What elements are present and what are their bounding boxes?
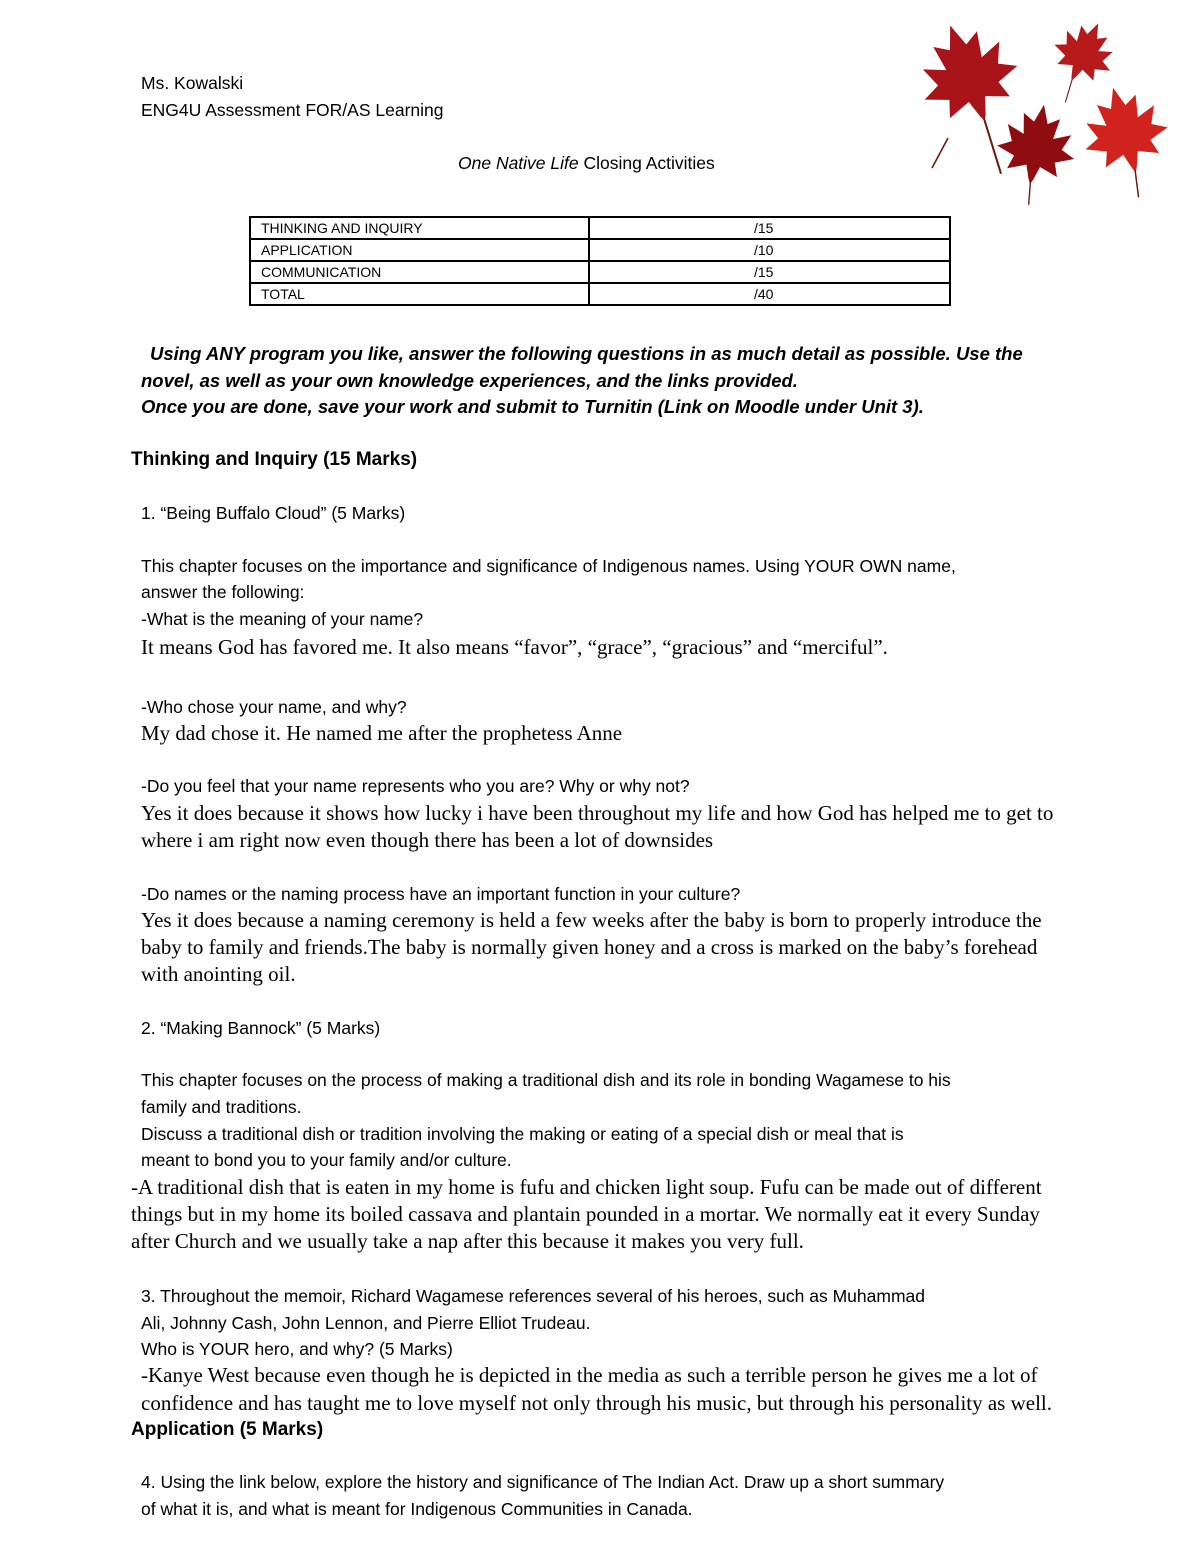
table-row <box>250 217 950 239</box>
maple-leaves-image <box>918 18 1180 208</box>
instructions-line: novel, as well as your own knowledge experiences, and the links provided. <box>141 370 798 391</box>
rubric-category: APPLICATION <box>250 239 589 261</box>
rubric-score: /15 <box>589 217 950 239</box>
question-text: -Who chose your name, and why? <box>141 697 407 717</box>
question-text: Discuss a traditional dish or tradition involving the making or eating of a special dish or meal that is <box>141 1124 904 1144</box>
rubric-category: TOTAL <box>250 283 589 305</box>
question-text: Ali, Johnny Cash, John Lennon, and Pierre Elliot Trudeau. <box>141 1313 591 1333</box>
instructions-line: Using ANY program you like, answer the following questions in as much detail as possible. Use the <box>150 343 1023 364</box>
question-text: This chapter focuses on the process of making a traditional dish and its role in bonding Wagamese to his <box>141 1070 951 1090</box>
page-title <box>458 153 715 174</box>
page-title-rest: Closing Activities <box>578 153 715 173</box>
table-row <box>250 283 950 305</box>
question-1-title: 1. “Being Buffalo Cloud” (5 Marks) <box>141 503 406 523</box>
question-4-title: 4. Using the link below, explore the history and significance of The Indian Act. Draw up a short summary <box>141 1472 945 1492</box>
answer-text: -A traditional dish that is eaten in my home is fufu and chicken light soup. Fufu can be made out of different <box>131 1175 1042 1199</box>
question-2-title: 2. “Making Bannock” (5 Marks) <box>141 1018 381 1038</box>
question-text: -Do names or the naming process have an important function in your culture? <box>141 884 741 904</box>
question-text: -What is the meaning of your name? <box>141 609 424 629</box>
answer-text: Yes it does because it shows how lucky i have been throughout my life and how God has helped me to get to <box>141 801 1054 825</box>
rubric-score: /40 <box>589 283 950 305</box>
answer-text: It means God has favored me. It also means “favor”, “grace”, “gracious” and “merciful”. <box>141 635 888 659</box>
answer-text: things but in my home its boiled cassava and plantain pounded in a mortar. We normally eat it every Sunday <box>131 1202 1040 1226</box>
rubric-score: /10 <box>589 239 950 261</box>
question-text: This chapter focuses on the importance and significance of Indigenous names. Using YOUR OWN name, <box>141 556 956 576</box>
rubric-table <box>249 216 951 306</box>
answer-text: -Kanye West because even though he is depicted in the media as such a terrible person he gives me a lot of <box>141 1363 1038 1387</box>
course-code: ENG4U Assessment FOR/AS Learning <box>141 100 444 120</box>
table-row <box>250 261 950 283</box>
question-text: answer the following: <box>141 582 305 602</box>
table-row <box>250 239 950 261</box>
answer-text: Yes it does because a naming ceremony is held a few weeks after the baby is born to properly introduce the <box>141 908 1042 932</box>
section-heading-thinking: Thinking and Inquiry (15 Marks) <box>131 449 418 470</box>
maple-leaf-icon <box>1072 77 1180 208</box>
answer-text: after Church and we usually take a nap after this because it makes you very full. <box>131 1229 804 1253</box>
rubric-category: COMMUNICATION <box>250 261 589 283</box>
rubric-category: THINKING AND INQUIRY <box>250 217 589 239</box>
answer-text: baby to family and friends.The baby is normally given honey and a cross is marked on the baby’s forehead <box>141 935 1038 959</box>
question-text: -Do you feel that your name represents who you are? Why or why not? <box>141 776 690 796</box>
rubric-score: /15 <box>589 261 950 283</box>
answer-text: confidence and has taught me to love myself not only through his music, but through his personality as well. <box>141 1391 1053 1415</box>
section-heading-application: Application (5 Marks) <box>131 1419 324 1440</box>
answer-text: where i am right now even though there has been a lot of downsides <box>141 828 714 852</box>
question-3-title: 3. Throughout the memoir, Richard Wagamese references several of his heroes, such as Muhammad <box>141 1286 925 1306</box>
instructions-line: Once you are done, save your work and submit to Turnitin (Link on Moodle under Unit 3). <box>141 396 924 417</box>
maple-leaf-icon <box>988 98 1083 208</box>
question-text: of what it is, and what is meant for Indigenous Communities in Canada. <box>141 1499 693 1519</box>
question-text: Who is YOUR hero, and why? (5 Marks) <box>141 1339 453 1359</box>
teacher-name: Ms. Kowalski <box>141 73 244 93</box>
question-text: meant to bond you to your family and/or culture. <box>141 1150 512 1170</box>
answer-text: with anointing oil. <box>141 962 296 986</box>
question-text: family and traditions. <box>141 1097 302 1117</box>
answer-text: My dad chose it. He named me after the prophetess Anne <box>141 721 623 745</box>
book-title: One Native Life <box>458 153 579 173</box>
